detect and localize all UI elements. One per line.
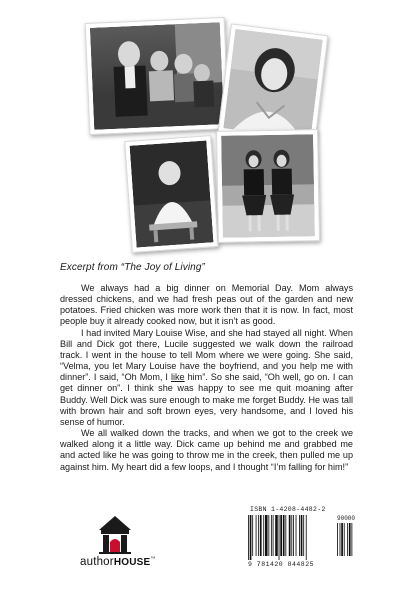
barcode-bar bbox=[258, 515, 259, 556]
paragraph-2-before: I had invited Mary Louise Wise, and she had stayed all night. When Bill and Dick got there, Lucile suggested we walk down the railroad track. I went in the house to tell Mom where we were going. She said, “Velma, you let Mary Louise have the boyfriend, and you help me with dinner”. I said, “Oh Mom, I bbox=[60, 327, 353, 383]
barcode-bar bbox=[273, 515, 274, 556]
barcode-bar bbox=[260, 515, 262, 556]
barcode-digits: 9 781420 844825 bbox=[248, 561, 315, 568]
publisher-name: authorHOUSE™ bbox=[80, 556, 156, 568]
paragraph-1: We always had a big dinner on Memorial Day. Mom always dressed chickens, and we had fresh peas out of the garden and new potatoes. Fried chicken was more work then that it is now. In fact, most people buy it already cooked now, but it isn’t as good. bbox=[60, 283, 353, 327]
publisher-logo bbox=[80, 512, 156, 572]
photo-two-girls-standing bbox=[216, 129, 320, 243]
paragraph-2-after: him”. So she said, “Oh well, go on. I can get dinner on”. I think she was happy to see me quit moaning after Buddy. Well Dick was sure enough to make me forget Buddy. He was tall with brown hair and soft brown eyes, very handsome, and I loved his sense of humor. bbox=[60, 372, 353, 427]
photo-young-woman-portrait bbox=[218, 23, 329, 144]
barcode-bar bbox=[306, 515, 307, 560]
barcode-bar bbox=[250, 515, 252, 560]
barcode-bar bbox=[268, 515, 269, 556]
photo-baby-in-white-dress bbox=[124, 135, 219, 253]
barcode-bar bbox=[291, 515, 292, 556]
barcode-bar bbox=[303, 515, 304, 556]
barcode-bar bbox=[283, 515, 285, 556]
paragraph-2 bbox=[60, 328, 353, 428]
photo-family-group bbox=[85, 17, 230, 135]
excerpt-body bbox=[60, 283, 353, 473]
paragraph-3: We all walked down the tracks, and when we got to the creek we walked along it a little way. Dick came up behind me and grabbed me and acted like he was going to throw me in the creek, then pulled me up against him. My heart did a few loops, and I thought “I’m falling for him!” bbox=[60, 428, 353, 472]
barcode-addon-bar bbox=[340, 523, 341, 556]
barcode-bar bbox=[263, 515, 264, 556]
isbn-label: ISBN 1-4208-4482-2 bbox=[250, 506, 326, 513]
barcode-addon-bar bbox=[349, 523, 351, 556]
barcode-bar bbox=[285, 515, 286, 556]
barcode-bar bbox=[280, 515, 282, 556]
family-group-image bbox=[90, 22, 224, 130]
authorhouse-logo-icon bbox=[95, 512, 135, 554]
barcode-bar bbox=[301, 515, 303, 556]
barcode-addon-bar bbox=[341, 523, 343, 556]
barcode-addon-bar bbox=[347, 523, 348, 556]
paragraph-2-emphasis: like bbox=[170, 372, 185, 383]
barcode-bar bbox=[256, 515, 257, 556]
isbn-barcode bbox=[246, 506, 364, 569]
barcode-bar bbox=[248, 515, 249, 560]
barcode-bar bbox=[279, 515, 280, 560]
barcode-bar bbox=[289, 515, 291, 556]
barcode-addon: 90000 bbox=[337, 515, 356, 522]
baby-in-white-dress-image bbox=[130, 140, 214, 247]
barcode-bar bbox=[265, 515, 268, 556]
barcode-addon-bar bbox=[344, 523, 345, 556]
barcode-addon-bar bbox=[337, 523, 338, 556]
barcode-bar bbox=[299, 515, 300, 556]
barcode-bar bbox=[275, 515, 278, 556]
excerpt-caption: Excerpt from “The Joy of Living” bbox=[60, 262, 205, 273]
barcode-bar bbox=[296, 515, 297, 556]
young-woman-portrait-image bbox=[223, 29, 323, 139]
barcode-bar bbox=[252, 515, 253, 556]
barcode-addon-bar bbox=[351, 523, 352, 556]
barcode-bar bbox=[293, 515, 294, 556]
two-girls-standing-image bbox=[221, 134, 315, 238]
barcode-bar bbox=[271, 515, 272, 556]
